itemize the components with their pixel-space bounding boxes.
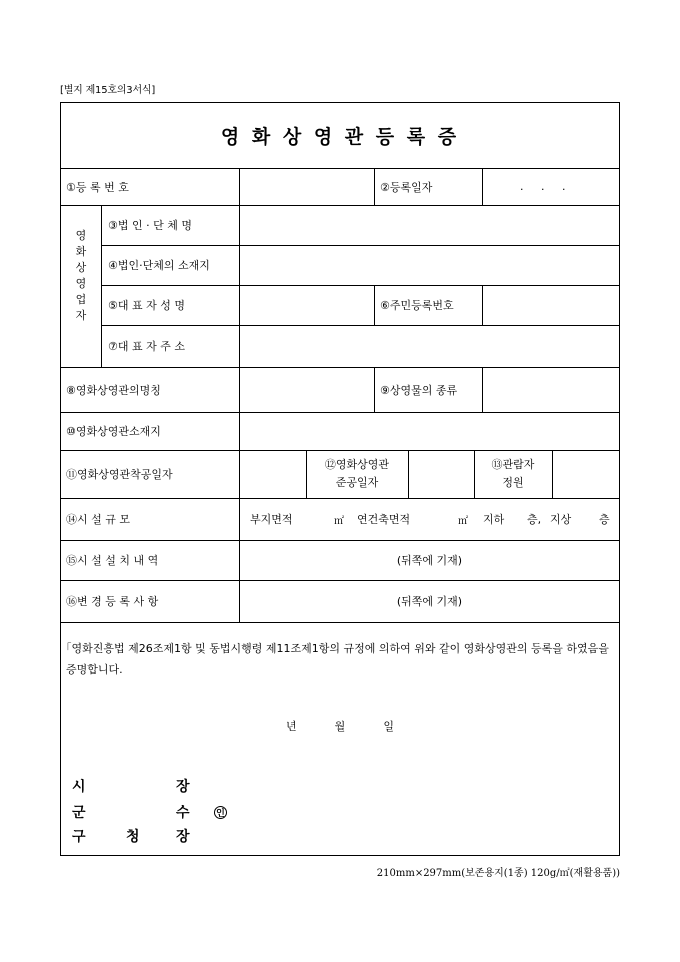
signer-gu: 구 bbox=[72, 829, 86, 845]
facility-details-label: ⑮시 설 설 치 내 역 bbox=[66, 554, 159, 567]
reg-date-value: . . . bbox=[520, 180, 566, 193]
year-label: 년 bbox=[286, 720, 297, 733]
signer-si: 시 bbox=[72, 779, 86, 795]
facility-scale-label: ⑭시 설 규 모 bbox=[66, 513, 130, 526]
issue-date bbox=[60, 718, 620, 734]
site-area-unit: ㎡ bbox=[334, 515, 344, 527]
resident-number-label: ⑥주민등록번호 bbox=[380, 299, 454, 312]
corp-address-label: ④법인·단체의 소재지 bbox=[108, 259, 210, 272]
theater-location-label: ⑩영화상영관소재지 bbox=[66, 425, 161, 438]
day-label: 일 bbox=[383, 720, 394, 733]
change-history-value: (뒤쪽에 기재) bbox=[396, 595, 463, 608]
change-history-label: ⑯변 경 등 록 사 항 bbox=[66, 595, 159, 608]
month-label: 월 bbox=[334, 720, 346, 733]
floor-area-label: 연건축면적 bbox=[357, 513, 411, 526]
theater-name-label: ⑧영화상영관의명칭 bbox=[66, 383, 161, 397]
column-divider bbox=[374, 367, 375, 412]
column-divider bbox=[374, 168, 375, 205]
site-area-label: 부지면적 bbox=[250, 513, 293, 526]
certification-statement: ｢영화진흥법 제26조제1항 및 동법시행령 제11조제1항의 규정에 의하여 위와 같이 영화상영관의 등록을 하였음을 증명합니다. bbox=[66, 642, 609, 676]
column-divider bbox=[374, 285, 375, 325]
column-divider bbox=[482, 367, 483, 412]
floor-area-unit: ㎡ bbox=[458, 515, 468, 527]
document-title: 영 화 상 영 관 등 록 증 bbox=[220, 125, 460, 148]
column-divider bbox=[482, 168, 483, 205]
column-divider bbox=[408, 450, 409, 498]
capacity-label: ⑬관람자 정원 bbox=[491, 458, 535, 489]
signer-gun-su: 수 bbox=[176, 805, 190, 821]
above-ground-label: 지상 bbox=[550, 513, 572, 526]
row-divider bbox=[60, 622, 620, 623]
facility-details-value: (뒤쪽에 기재) bbox=[396, 554, 463, 567]
column-divider bbox=[482, 285, 483, 325]
corp-name-label: ③법 인 · 단 체 명 bbox=[108, 219, 192, 232]
signer-gu-cheong: 청 bbox=[126, 829, 140, 845]
signer-si-jang: 장 bbox=[176, 779, 190, 795]
operator-group-label: 영 화 상 영 업 자 bbox=[75, 229, 87, 322]
basement-label: 지하 bbox=[483, 513, 505, 526]
start-date-label: ⑪영화상영관착공일자 bbox=[66, 468, 173, 481]
reg-date-label: ②등록일자 bbox=[380, 180, 433, 194]
signer-gun: 군 bbox=[72, 805, 86, 821]
rep-name-label: ⑤대 표 자 성 명 bbox=[108, 299, 185, 312]
reg-number-label: ①등 록 번 호 bbox=[66, 180, 129, 194]
rep-address-label: ⑦대 표 자 주 소 bbox=[108, 340, 185, 353]
form-reference: [별지 제15호의3서식] bbox=[60, 85, 156, 96]
column-divider bbox=[101, 205, 102, 367]
official-seal-icon: 인 bbox=[214, 806, 227, 819]
signer-gu-jang: 장 bbox=[176, 829, 190, 845]
film-type-label: ⑨상영물의 종류 bbox=[380, 383, 458, 397]
above-floor-unit: 층 bbox=[599, 513, 610, 526]
completion-date-label: ⑫영화상영관 준공일자 bbox=[324, 458, 390, 489]
column-divider bbox=[552, 450, 553, 498]
basement-floor-unit: 층, bbox=[527, 513, 542, 526]
paper-spec-footer: 210mm×297mm(보존용지(1종) 120g/㎡(재활용품)) bbox=[376, 868, 620, 879]
